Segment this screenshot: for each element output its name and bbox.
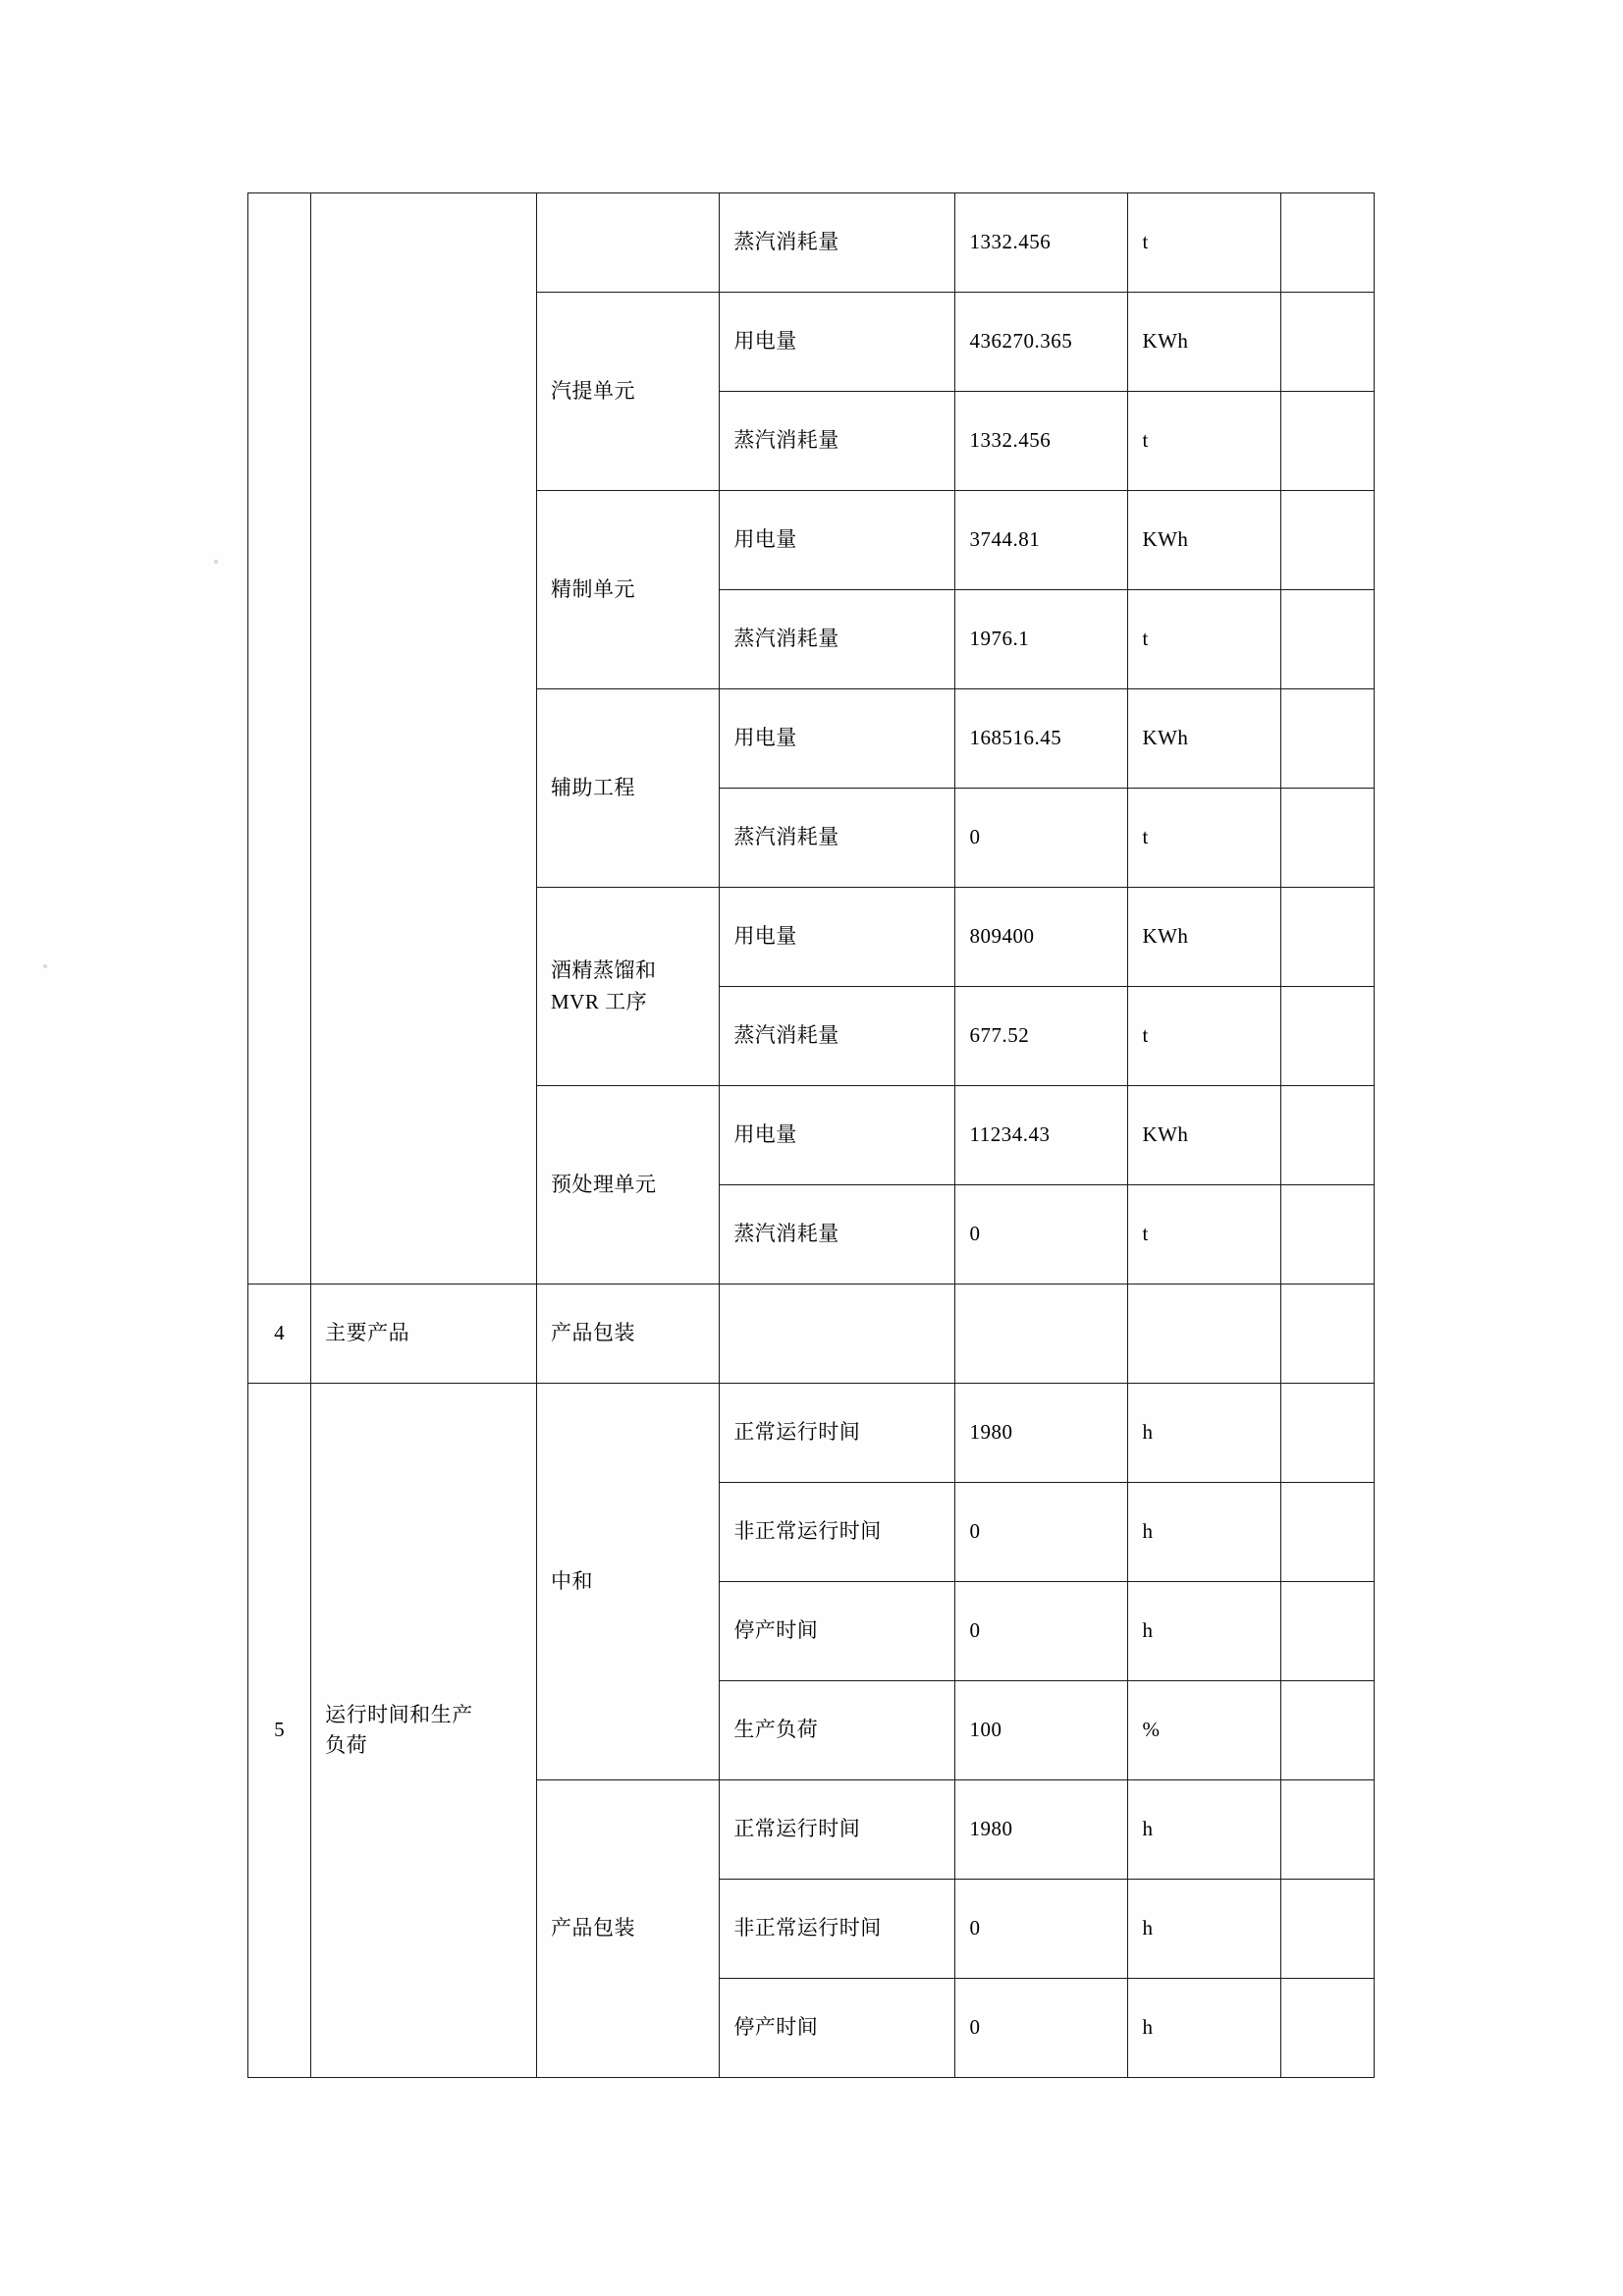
item-label: 蒸汽消耗量: [720, 987, 955, 1086]
note-cell: [1280, 193, 1374, 293]
item-uom-blank: [1128, 1285, 1280, 1384]
note-cell: [1280, 1185, 1374, 1285]
item-label: 用电量: [720, 293, 955, 392]
item-label: 蒸汽消耗量: [720, 1185, 955, 1285]
item-label: 蒸汽消耗量: [720, 590, 955, 689]
note-cell: [1280, 789, 1374, 888]
note-cell: [1280, 491, 1374, 590]
item-uom: h: [1128, 1483, 1280, 1582]
note-cell: [1280, 1483, 1374, 1582]
item-uom: KWh: [1128, 491, 1280, 590]
item-value: 168516.45: [955, 689, 1128, 789]
page-speck: [43, 964, 47, 968]
item-value-blank: [955, 1285, 1128, 1384]
data-table-container: [247, 192, 1375, 2078]
item-label: 用电量: [720, 1086, 955, 1185]
item-uom: t: [1128, 392, 1280, 491]
note-cell: [1280, 392, 1374, 491]
row-category-line2: 负荷: [325, 1733, 368, 1757]
item-uom: KWh: [1128, 888, 1280, 987]
item-value: 0: [955, 1185, 1128, 1285]
item-label: 蒸汽消耗量: [720, 789, 955, 888]
item-uom: t: [1128, 987, 1280, 1086]
item-uom: t: [1128, 789, 1280, 888]
note-cell: [1280, 1780, 1374, 1880]
item-label: 用电量: [720, 689, 955, 789]
row-category-line1: 运行时间和生产: [325, 1702, 473, 1726]
item-value: 0: [955, 789, 1128, 888]
table-row: [248, 1384, 1375, 1483]
item-uom: h: [1128, 1880, 1280, 1979]
item-value: 809400: [955, 888, 1128, 987]
item-value: 1976.1: [955, 590, 1128, 689]
item-label: 非正常运行时间: [720, 1483, 955, 1582]
item-uom: KWh: [1128, 1086, 1280, 1185]
item-uom: h: [1128, 1384, 1280, 1483]
item-value: 1332.456: [955, 193, 1128, 293]
item-uom: KWh: [1128, 293, 1280, 392]
note-cell: [1280, 590, 1374, 689]
item-value: 1980: [955, 1780, 1128, 1880]
unit-label-packaging: 产品包装: [536, 1285, 719, 1384]
row-index-4: 4: [248, 1285, 311, 1384]
item-uom: KWh: [1128, 689, 1280, 789]
note-cell: [1280, 1285, 1374, 1384]
note-cell: [1280, 1582, 1374, 1681]
item-label: 停产时间: [720, 1582, 955, 1681]
consumption-and-runtime-table: [247, 192, 1375, 2078]
item-value: 11234.43: [955, 1086, 1128, 1185]
item-value: 0: [955, 1880, 1128, 1979]
item-value: 0: [955, 1483, 1128, 1582]
item-value: 3744.81: [955, 491, 1128, 590]
item-label: 停产时间: [720, 1979, 955, 2078]
note-cell: [1280, 293, 1374, 392]
row-category-runtime-load: [311, 1384, 537, 2078]
row-index-cell-blank: [248, 193, 311, 1285]
note-cell: [1280, 1086, 1374, 1185]
unit-label-packaging-runtime: 产品包装: [536, 1780, 719, 2078]
unit-label-refining: 精制单元: [536, 491, 719, 689]
note-cell: [1280, 888, 1374, 987]
unit-label-stripping: 汽提单元: [536, 293, 719, 491]
unit-label-line1: 酒精蒸馏和: [550, 958, 657, 982]
item-value: 1332.456: [955, 392, 1128, 491]
item-label: 非正常运行时间: [720, 1880, 955, 1979]
item-value: 677.52: [955, 987, 1128, 1086]
unit-label-pretreatment: 预处理单元: [536, 1086, 719, 1285]
row-category-main-product: 主要产品: [311, 1285, 537, 1384]
row-index-5: 5: [248, 1384, 311, 2078]
item-label: 生产负荷: [720, 1681, 955, 1780]
unit-label-distillation-mvr: [536, 888, 719, 1086]
item-value: 1980: [955, 1384, 1128, 1483]
table-row: [248, 193, 1375, 293]
item-label: 用电量: [720, 888, 955, 987]
item-label-blank: [720, 1285, 955, 1384]
item-uom: %: [1128, 1681, 1280, 1780]
item-label: 正常运行时间: [720, 1780, 955, 1880]
item-label: 正常运行时间: [720, 1384, 955, 1483]
item-label: 蒸汽消耗量: [720, 193, 955, 293]
unit-cell-blank: [536, 193, 719, 293]
item-uom: h: [1128, 1979, 1280, 2078]
page-speck: [214, 560, 218, 564]
unit-label-neutralization: 中和: [536, 1384, 719, 1780]
note-cell: [1280, 1880, 1374, 1979]
unit-label-auxiliary: 辅助工程: [536, 689, 719, 888]
table-row: [248, 1285, 1375, 1384]
note-cell: [1280, 987, 1374, 1086]
item-label: 用电量: [720, 491, 955, 590]
note-cell: [1280, 1681, 1374, 1780]
unit-label-line2: MVR 工序: [550, 989, 648, 1013]
note-cell: [1280, 1384, 1374, 1483]
item-value: 0: [955, 1979, 1128, 2078]
item-uom: h: [1128, 1582, 1280, 1681]
item-uom: h: [1128, 1780, 1280, 1880]
item-uom: t: [1128, 1185, 1280, 1285]
item-value: 0: [955, 1582, 1128, 1681]
item-uom: t: [1128, 193, 1280, 293]
row-category-cell-blank: [311, 193, 537, 1285]
item-uom: t: [1128, 590, 1280, 689]
note-cell: [1280, 1979, 1374, 2078]
note-cell: [1280, 689, 1374, 789]
item-label: 蒸汽消耗量: [720, 392, 955, 491]
item-value: 436270.365: [955, 293, 1128, 392]
item-value: 100: [955, 1681, 1128, 1780]
